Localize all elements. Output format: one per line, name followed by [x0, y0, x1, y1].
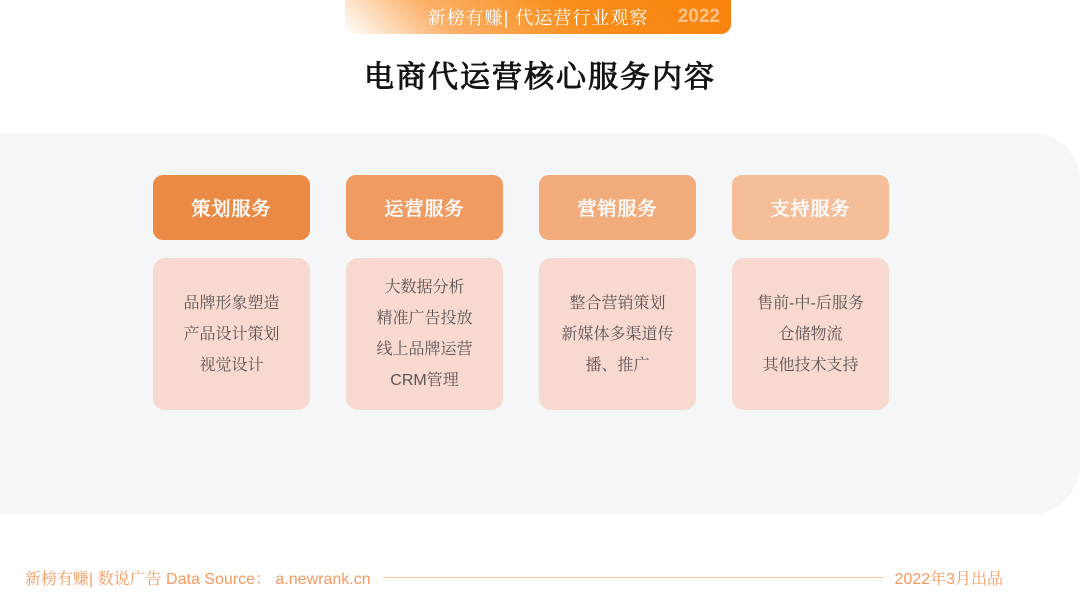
- column-card: [732, 258, 889, 410]
- column-header: 运营服务: [346, 175, 503, 240]
- top-ribbon: [345, 0, 731, 34]
- service-item: 线上品牌运营: [376, 341, 473, 358]
- column-header: 支持服务: [732, 175, 889, 240]
- column-header: 营销服务: [539, 175, 696, 240]
- service-item: 视觉设计: [199, 356, 264, 374]
- column-card: [539, 258, 696, 410]
- column-support: [732, 175, 889, 410]
- service-item: 产品设计策划: [183, 325, 280, 343]
- ribbon-label: 新榜有赚| 代运营行业观察: [427, 7, 649, 28]
- service-item: 大数据分析: [384, 279, 465, 296]
- column-header: 策划服务: [153, 175, 310, 240]
- column-marketing: [539, 175, 696, 410]
- column-card: [346, 258, 503, 410]
- service-item: 仓储物流: [778, 325, 843, 343]
- footer-divider-line: [383, 577, 883, 578]
- ribbon-year: 2022: [677, 6, 720, 27]
- column-planning: [153, 175, 310, 410]
- column-operation: [346, 175, 503, 410]
- footer-source-text: 新榜有赚| 数说广告 Data Source： a.newrank.cn: [25, 570, 371, 588]
- service-item: 其他技术支持: [762, 356, 859, 374]
- footer-date-text: 2022年3月出品: [894, 570, 1003, 588]
- page-title: 电商代运营核心服务内容: [364, 61, 716, 94]
- service-item: 品牌形象塑造: [183, 294, 280, 312]
- service-item: 新媒体多渠道传播、推广: [561, 325, 674, 374]
- service-item: 精准广告投放: [376, 310, 473, 327]
- column-card: [153, 258, 310, 410]
- service-item: 整合营销策划: [569, 294, 666, 312]
- service-item: 售前-中-后服务: [757, 294, 864, 312]
- service-columns: [153, 175, 889, 410]
- service-item: CRM管理: [390, 372, 459, 389]
- footer: [25, 566, 1003, 588]
